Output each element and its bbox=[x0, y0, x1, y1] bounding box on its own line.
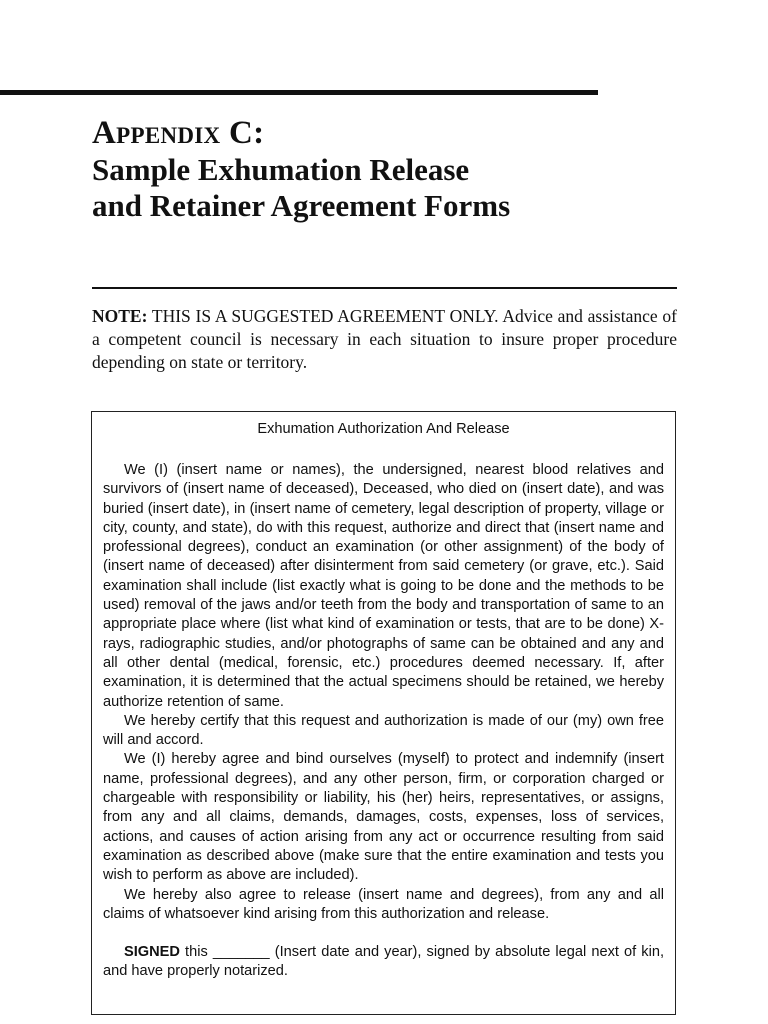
form-paragraph: We (I) (insert name or names), the undersigned, nearest blood relatives and survivors of (insert name of deceased), Deceased, who died on (insert date), and was buried (insert date), in (insert name of cemetery, legal description of property, village or city, county, and state), do with this request, authorize and direct that (insert name and professional degrees), conduct an examination (or other assignment) of the body of (insert name of deceased) after disinterment from said cemetery (or grave, etc.). Said examination shall include (list exactly what is going to be done and the methods to be used) removal of the jaws and/or teeth from the body and transportation of same to an appropriate place where (list what kind of examination or tests, that are to be done) X-rays, radiographic studies, and/or photographs of same can be obtained and any and all other dental (medical, forensic, etc.) procedures deemed necessary. If, after examination, it is determined that the actual specimens should be retained, we hereby authorize retention of same. bbox=[103, 462, 664, 710]
form-title: Exhumation Authorization And Release bbox=[257, 421, 510, 437]
form-body bbox=[103, 461, 664, 982]
note-paragraph bbox=[92, 305, 677, 374]
form-paragraph: We hereby certify that this request and authorization is made of our (my) own free will and accord. bbox=[103, 712, 664, 749]
title-line-2: and Retainer Agreement Forms bbox=[92, 188, 511, 223]
sample-form bbox=[91, 411, 676, 1015]
top-rule bbox=[0, 90, 598, 95]
form-paragraph: We (I) hereby agree and bind ourselves (myself) to protect and indemnify (insert name, professional degrees), and any other person, firm, or corporation charged or chargeable with responsibility or liability, his (her) heirs, representatives, or assigns, from any and all claims, demands, damages, costs, expenses, loss of services, actions, and causes of action arising from any act or occurrence resulting from said examination as described above (make sure that the entire examination and tests you wish to perform as above are included). bbox=[103, 751, 664, 884]
chapter-heading bbox=[92, 114, 692, 224]
note-text: THIS IS A SUGGESTED AGREEMENT ONLY. Advice and assistance of a competent council is necessary in each situation to insure proper procedure depending on state or territory. bbox=[92, 306, 677, 372]
appendix-label bbox=[92, 114, 692, 152]
title-line-1: Sample Exhumation Release bbox=[92, 152, 470, 187]
appendix-prefix: Appendix bbox=[92, 115, 221, 151]
note-label: NOTE: bbox=[92, 306, 148, 326]
signed-label: SIGNED bbox=[124, 944, 180, 961]
form-paragraph: We hereby also agree to release (insert name and degrees), from any and all claims of whatsoever kind arising from this authorization and release. bbox=[103, 886, 664, 922]
signature-line bbox=[103, 943, 664, 982]
appendix-letter: C: bbox=[229, 115, 265, 151]
section-divider bbox=[92, 287, 677, 289]
signed-text: this _______ (Insert date and year), signed by absolute legal next of kin, and have properly notarized. bbox=[103, 944, 664, 980]
